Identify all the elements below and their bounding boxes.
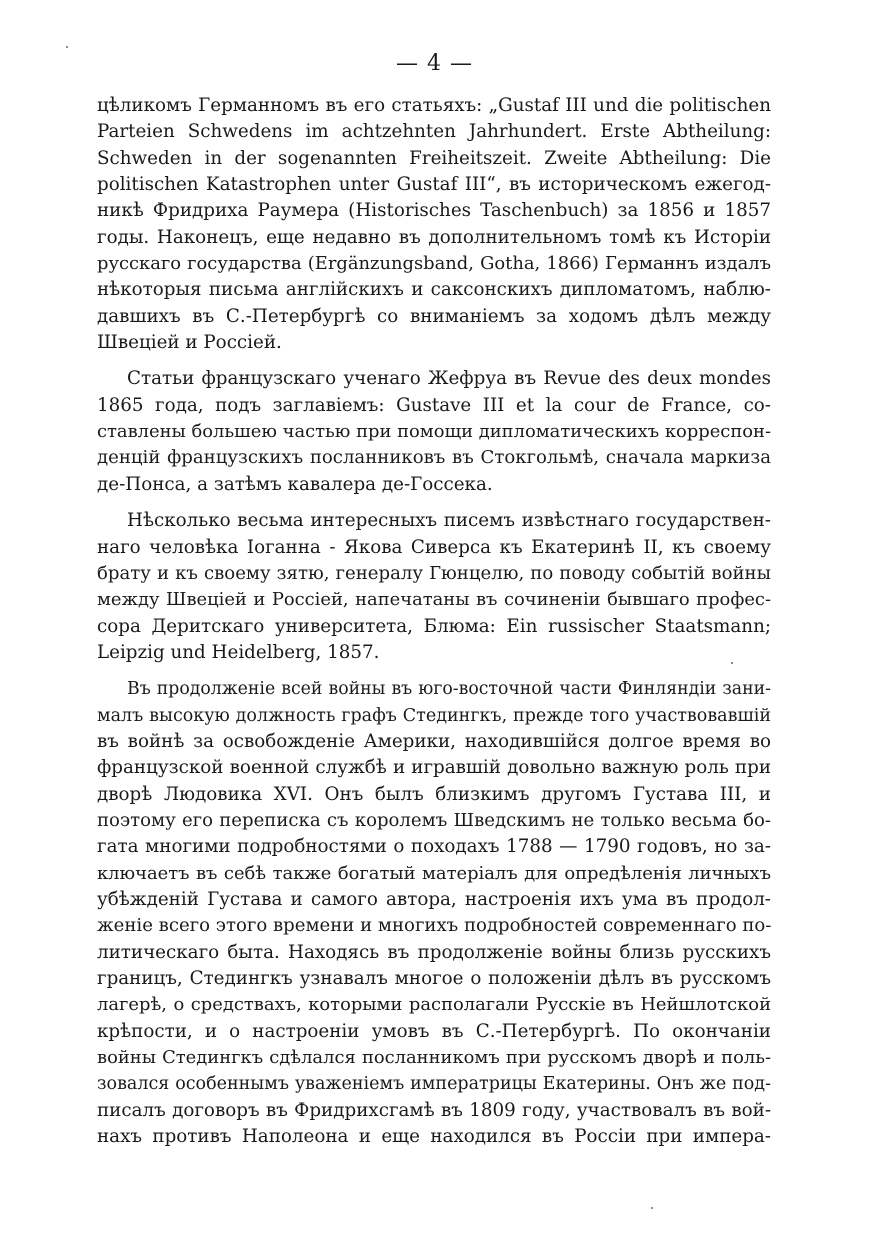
text-line: денцій французскихъ посланниковъ въ Стокгольмѣ, сначала маркиза (97, 447, 771, 469)
text-line: ключаетъ въ себѣ также богатый матеріалъ для опредѣленія личныхъ (97, 862, 771, 884)
paragraph (97, 508, 771, 666)
text-line: французской военной службѣ и игравшій довольно важную роль при (97, 757, 771, 779)
text-line: сора Деритскаго университета, Блюма: Ein russischer Staatsmann; (97, 615, 771, 637)
text-line: писалъ договоръ въ Фридрихсгамѣ въ 1809 году, участвовалъ въ вой- (97, 1099, 771, 1121)
text-line: нѣкоторыя письма англійскихъ и саксонскихъ дипломатомъ, наблю- (97, 279, 771, 301)
text-line: наго человѣка Іоганна - Якова Сиверса къ Екатеринѣ II, къ своему (97, 536, 771, 558)
text-line: малъ высокую должность графъ Стедингкъ, прежде того участвовавшій (97, 705, 771, 726)
text-line: литическаго быта. Находясь въ продолженіе войны близь русскихъ (97, 941, 771, 963)
text-line: дворѣ Людовика XVI. Онъ былъ близкимъ другомъ Густава III, и (97, 783, 771, 805)
scan-speck (66, 46, 68, 48)
text-line: никѣ Фридриха Раумера (Historisches Taschenbuch) за 1856 и 1857 (97, 200, 771, 222)
page-number: — 4 — (396, 51, 473, 76)
text-line: де-Понса, а затѣмъ кавалера де-Госсека. (97, 473, 493, 495)
text-line: давшихъ въ С.-Петербургѣ со вниманіемъ за ходомъ дѣлъ между (97, 305, 771, 327)
text-line: politischen Katastrophen unter Gustaf III“, въ историческомъ ежегод- (97, 174, 771, 196)
scan-speck (651, 1207, 653, 1209)
text-line: гата многими подробностями о походахъ 1788 — 1790 годовъ, но за- (97, 836, 771, 858)
text-line: цѣликомъ Германномъ въ его статьяхъ: „Gustaf III und die politischen (97, 95, 771, 116)
body-text (97, 93, 771, 1150)
text-line: русскаго государства (Ergänzungsband, Gotha, 1866) Германнъ издалъ (97, 253, 771, 275)
paragraph-gap (97, 498, 771, 508)
paragraph (97, 366, 771, 498)
paragraph (97, 676, 771, 1150)
text-line: Parteien Schwedens im achtzehnten Jahrhundert. Erste Abtheilung: (97, 121, 771, 143)
text-line: въ войнѣ за освобожденіе Америки, находившійся долгое время во (97, 730, 771, 752)
scan-speck (731, 662, 733, 664)
paragraph-gap (97, 356, 771, 366)
text-line: брату и къ своему зятю, генералу Гюнцелю, по поводу событій войны (97, 562, 771, 584)
text-line: нахъ противъ Наполеона и еще находился въ Россіи при импера- (97, 1126, 771, 1148)
text-line: годы. Наконецъ, еще недавно въ дополнительномъ томѣ къ Исторіи (97, 226, 771, 248)
paragraph-gap (97, 666, 771, 676)
text-line: Schweden in der sogenannten Freiheitszeit. Zweite Abtheilung: Die (97, 147, 771, 169)
text-line: Статьи французскаго ученаго Жефруа въ Revue des deux mondes (127, 368, 771, 390)
text-line: Швеціей и Россіей. (97, 332, 282, 354)
text-line: лагерѣ, о средствахъ, которыми располагали Русскіе въ Нейшлотской (97, 994, 771, 1016)
text-line: войны Стедингкъ сдѣлался посланникомъ при русскомъ дворѣ и поль- (97, 1047, 771, 1069)
text-line: зовался особеннымъ уваженіемъ императрицы Екатерины. Онъ же под- (97, 1074, 771, 1095)
text-line: Нѣсколько весьма интересныхъ писемъ извѣстнаго государствен- (127, 510, 771, 532)
text-line: поэтому его переписка съ королемъ Шведскимъ не только весьма бо- (97, 809, 771, 831)
text-line: Въ продолженіе всей войны въ юго-восточной части Финляндіи зани- (127, 679, 771, 700)
paragraph (97, 93, 771, 356)
text-line: Leipzig und Heidelberg, 1857. (97, 641, 380, 663)
text-line: убѣжденій Густава и самого автора, настроенія ихъ ума въ продол- (97, 888, 771, 910)
text-line: крѣпости, и о настроеніи умовъ въ С.-Петербургѣ. По окончаніи (97, 1020, 771, 1042)
text-line: ставлены большею частью при помощи дипломатическихъ корреспон- (97, 421, 771, 443)
text-line: между Швеціей и Россіей, напечатаны въ сочиненіи бывшаго профес- (97, 589, 771, 611)
text-line: границъ, Стедингкъ узнавалъ многое о положеніи дѣлъ въ русскомъ (97, 968, 771, 989)
text-line: 1865 года, подъ заглавіемъ: Gustave III et la cour de France, со- (97, 394, 771, 416)
text-line: женіе всего этого времени и многихъ подробностей современнаго по- (97, 915, 771, 937)
